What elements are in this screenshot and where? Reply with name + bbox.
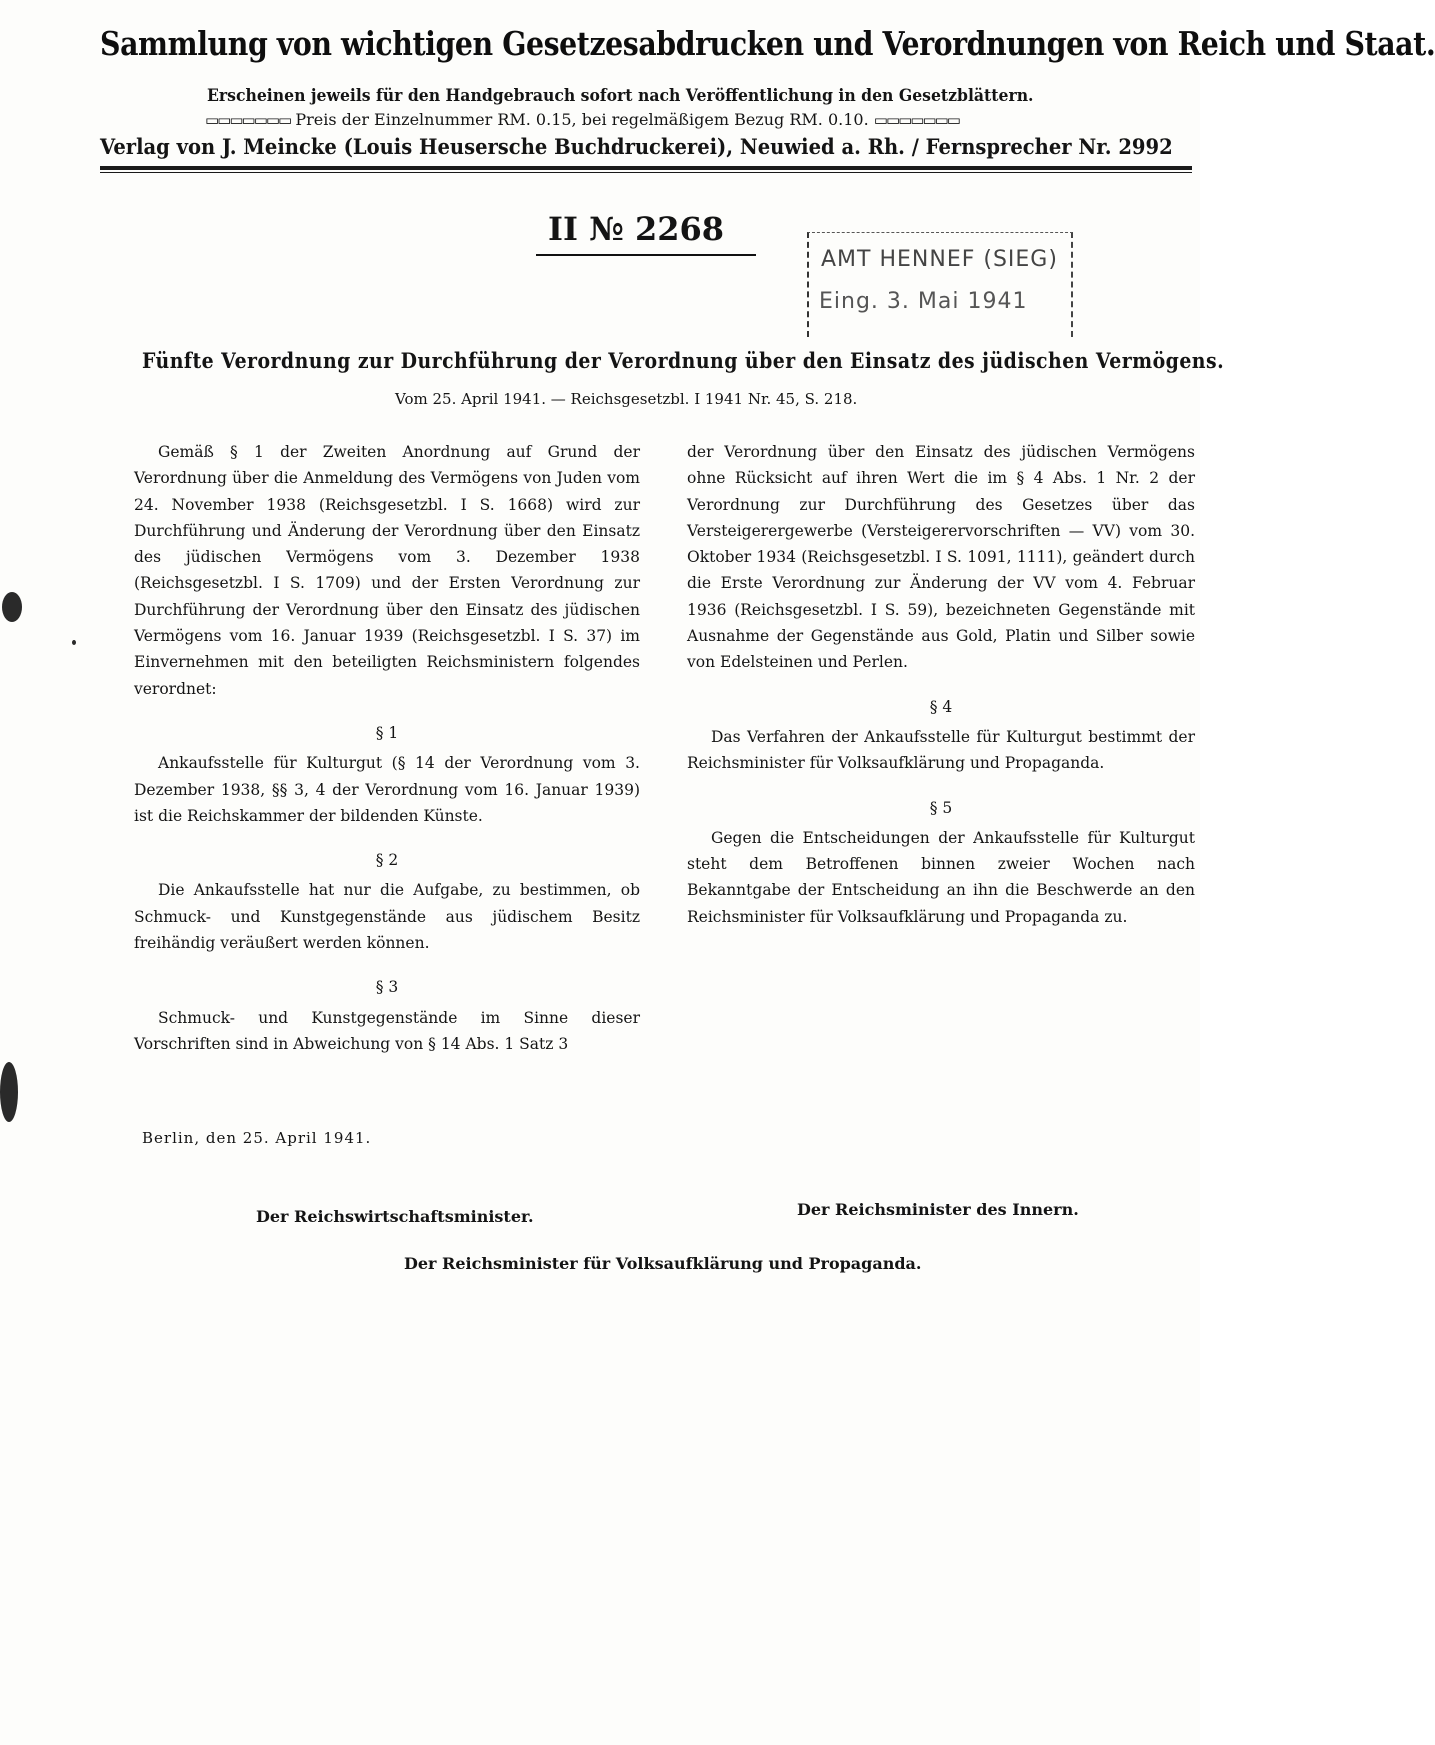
receipt-stamp xyxy=(807,232,1073,337)
section-1-text: Ankaufsstelle für Kulturgut (§ 14 der Verordnung vom 3. Dezember 1938, §§ 3, 4 der Verordnung vom 16. Januar 1939) ist die Reichskammer der bildenden Künste. xyxy=(134,754,640,825)
section-4-text: Das Verfahren der Ankaufsstelle für Kulturgut bestimmt der Reichsminister für Volksaufklärung und Propaganda. xyxy=(687,727,1195,773)
price-text: Preis der Einzelnummer RM. 0.15, bei regelmäßigem Bezug RM. 0.10. xyxy=(295,110,869,129)
section-1-heading: § 1 xyxy=(375,723,399,742)
section-2-heading: § 2 xyxy=(375,851,399,870)
section-2-text: Die Ankaufsstelle hat nur die Aufgabe, zu bestimmen, ob Schmuck- und Kunstgegenstände aus jüdischem Besitz freihändig veräußert werden können. xyxy=(134,881,640,953)
scan-artifact-blot xyxy=(2,592,22,622)
masthead-title: Sammlung von wichtigen Gesetzesabdrucken und Verordnungen von Reich und Staat. xyxy=(100,24,1435,63)
right-column xyxy=(687,439,1195,930)
issue-number-underline xyxy=(536,254,756,256)
ordinance-title: Fünfte Verordnung zur Durchführung der Verordnung über den Einsatz des jüdischen Vermögens. xyxy=(142,348,1225,373)
left-column xyxy=(134,439,640,1057)
masthead-rule-thin xyxy=(100,172,1192,173)
section-5-heading: § 5 xyxy=(929,798,953,817)
masthead-price-line xyxy=(205,110,1105,129)
signature-propaganda-minister: Der Reichsminister für Volksaufklärung und Propaganda. xyxy=(404,1254,922,1273)
signature-interior-minister: Der Reichsminister des Innern. xyxy=(797,1200,1079,1219)
masthead-rule xyxy=(100,166,1192,170)
section-3-continued: der Verordnung über den Einsatz des jüdischen Vermögens ohne Rücksicht auf ihren Wert die im § 4 Abs. 1 Nr. 2 der Verordnung zur Durchführung des Gesetzes über das Versteigerergewerbe (Versteigerervorschriften — VV) vom 30. Oktober 1934 (Reichsgesetzbl. I S. 1091, 1111), geändert durch die Erste Verordnung zur Änderung der VV vom 4. Februar 1936 (Reichsgesetzbl. I S. 59), bezeichneten Gegenstände mit Ausnahme der Gegenstände aus Gold, Platin und Silber sowie von Edelsteinen und Perlen. xyxy=(687,443,1195,672)
scan-artifact-blot xyxy=(0,1062,18,1122)
scan-artifact-dot xyxy=(72,640,76,645)
ordinance-subtitle: Vom 25. April 1941. — Reichsgesetzbl. I 1941 Nr. 45, S. 218. xyxy=(395,390,858,408)
section-3-heading: § 3 xyxy=(375,978,399,997)
publisher-line: Verlag von J. Meincke (Louis Heusersche Buchdruckerei), Neuwied a. Rh. / Fernsprecher Nr. 2992 xyxy=(100,134,1173,159)
section-5-text: Gegen die Entscheidungen der Ankaufsstelle für Kulturgut steht dem Betroffenen binnen zweier Wochen nach Bekanntgabe der Entscheidung an ihn die Beschwerde an den Reichsminister für Volksaufklärung und Propaganda zu. xyxy=(687,828,1195,926)
masthead-subtitle: Erscheinen jeweils für den Handgebrauch sofort nach Veröffentlichung in den Gesetzblättern. xyxy=(207,86,1034,106)
signature-economics-minister: Der Reichswirtschaftsminister. xyxy=(256,1207,534,1226)
section-3-text: Schmuck- und Kunstgegenstände im Sinne dieser Vorschriften sind in Abweichung von § 14 Abs. 1 Satz 3 xyxy=(134,1008,640,1053)
ornament-left: ▭▭▭▭▭▭▭ xyxy=(205,111,291,129)
section-4-heading: § 4 xyxy=(929,697,953,716)
preamble: Gemäß § 1 der Zweiten Anordnung auf Grund der Verordnung über die Anmeldung des Vermögens von Juden vom 24. November 1938 (Reichsgesetzbl. I S. 1668) wird zur Durchführung und Änderung der Verordnung über den Einsatz des jüdischen Vermögens vom 3. Dezember 1938 (Reichsgesetzbl. I S. 1709) und der Ersten Verordnung zur Durchführung der Verordnung über den Einsatz des jüdischen Vermögens vom 16. Januar 1939 (Reichsgesetzbl. I S. 37) im Einvernehmen mit den beteiligten Reichsministern folgendes verordnet: xyxy=(134,443,640,698)
stamp-date: Eing. 3. Mai 1941 xyxy=(819,289,1028,314)
place-date: Berlin, den 25. April 1941. xyxy=(142,1129,372,1147)
stamp-office: AMT HENNEF (SIEG) xyxy=(821,247,1058,272)
issue-number: II № 2268 xyxy=(548,210,725,248)
ornament-right: ▭▭▭▭▭▭▭ xyxy=(873,111,959,129)
